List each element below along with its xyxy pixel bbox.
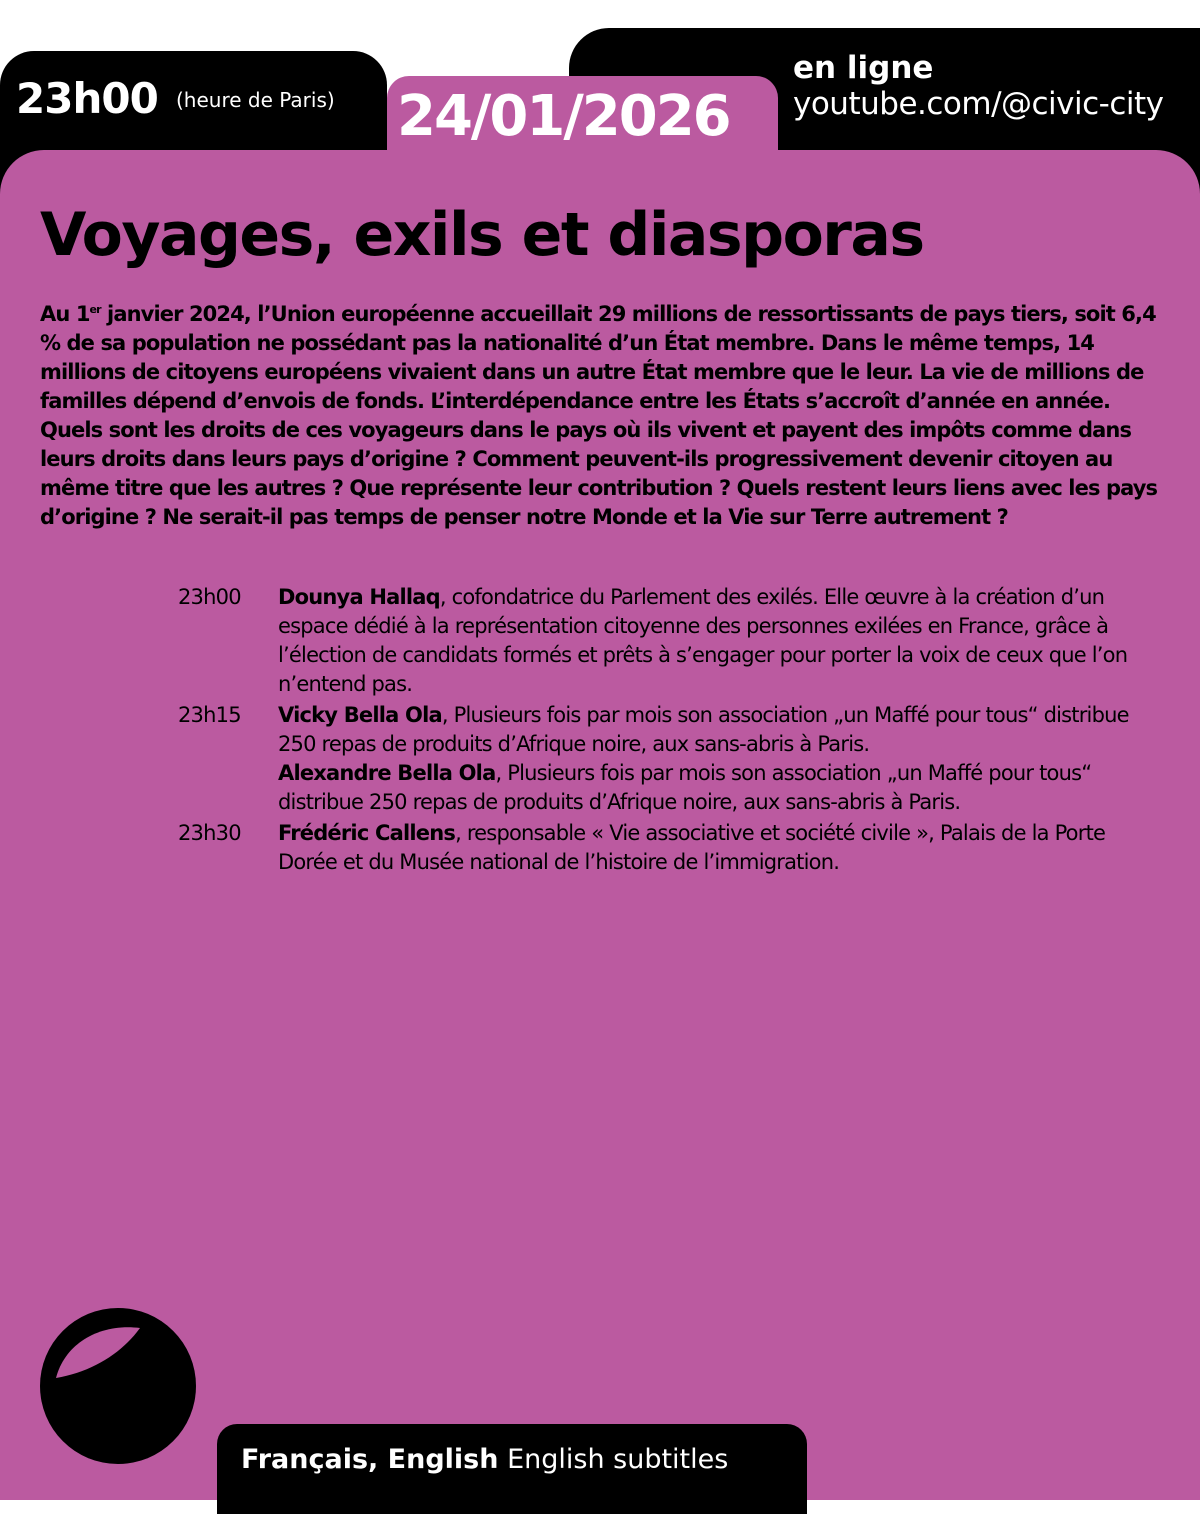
speaker-description: , responsable « Vie associative et société civile », Palais de la Porte Dorée et du Musée national de l’histoire de l’immigration.	[278, 821, 1106, 874]
page-title: Voyages, exils et diasporas	[40, 200, 924, 270]
schedule-speakers	[278, 583, 1168, 699]
schedule-time: 23h30	[178, 821, 241, 845]
schedule-row	[178, 701, 1168, 817]
speaker-entry	[278, 819, 1168, 877]
speaker-entry	[278, 583, 1168, 699]
subtitles: English subtitles	[498, 1444, 729, 1475]
event-timezone: (heure de Paris)	[176, 88, 335, 112]
intro-text: janvier 2024, l’Union européenne accueillait 29 millions de ressortissants de pays tiers, soit 6,4 % de sa population ne possédant pas la nationalité d’un État membre. Dans le même temps, 14 millions de citoyens européens vivaient dans un autre État membre que le leur. La vie de millions de familles dépend d’envois de fonds. L’interdépendance entre les États s’accroît d’année en année. Quels sont les droits de ces voyageurs dans le pays où ils vivent et payent des impôts comme dans leurs droits dans leurs pays d’origine ? Comment peuvent-ils progressivement devenir citoyen au même titre que les autres ? Que représente leur contribution ? Quels restent leurs liens avec les pays d’origine ? Ne serait-il pas temps de penser notre Monde et la Vie sur Terre autrement ?	[40, 302, 1158, 529]
crescent-logo-icon	[40, 1308, 196, 1464]
schedule-time: 23h15	[178, 703, 241, 727]
schedule-time: 23h00	[178, 585, 241, 609]
schedule-row	[178, 819, 1168, 877]
event-date: 24/01/2026	[397, 84, 730, 149]
speaker-name: Frédéric Callens	[278, 821, 456, 845]
intro-superscript: er	[89, 303, 101, 316]
intro-paragraph	[40, 300, 1165, 532]
schedule	[178, 583, 1168, 879]
youtube-url[interactable]: youtube.com/@civic-city	[793, 86, 1164, 122]
speaker-name: Alexandre Bella Ola	[278, 761, 496, 785]
speaker-name: Vicky Bella Ola	[278, 703, 442, 727]
schedule-speakers	[278, 701, 1168, 817]
online-label: en ligne	[793, 50, 934, 86]
languages: Français, English	[241, 1444, 499, 1475]
intro-prefix: Au 1	[40, 302, 90, 326]
event-time: 23h00	[16, 74, 158, 123]
speaker-entry	[278, 759, 1168, 817]
speaker-description: , cofondatrice du Parlement des exilés. Elle œuvre à la création d’un espace dédié à la représentation citoyenne des personnes exilées en France, grâce à l’élection de candidats formés et prêts à s’engager pour porter la voix de ceux que l’on n’entend pas.	[278, 585, 1128, 696]
schedule-speakers	[278, 819, 1168, 877]
speaker-name: Dounya Hallaq	[278, 585, 440, 609]
speaker-entry	[278, 701, 1168, 759]
speaker-description: , Plusieurs fois par mois son association „un Maffé pour tous“ distribue 250 repas de produits d’Afrique noire, aux sans-abris à Paris.	[278, 761, 1092, 814]
schedule-row	[178, 583, 1168, 699]
language-info	[241, 1444, 728, 1475]
speaker-description: , Plusieurs fois par mois son association „un Maffé pour tous“ distribue 250 repas de produits d’Afrique noire, aux sans-abris à Paris.	[278, 703, 1129, 756]
